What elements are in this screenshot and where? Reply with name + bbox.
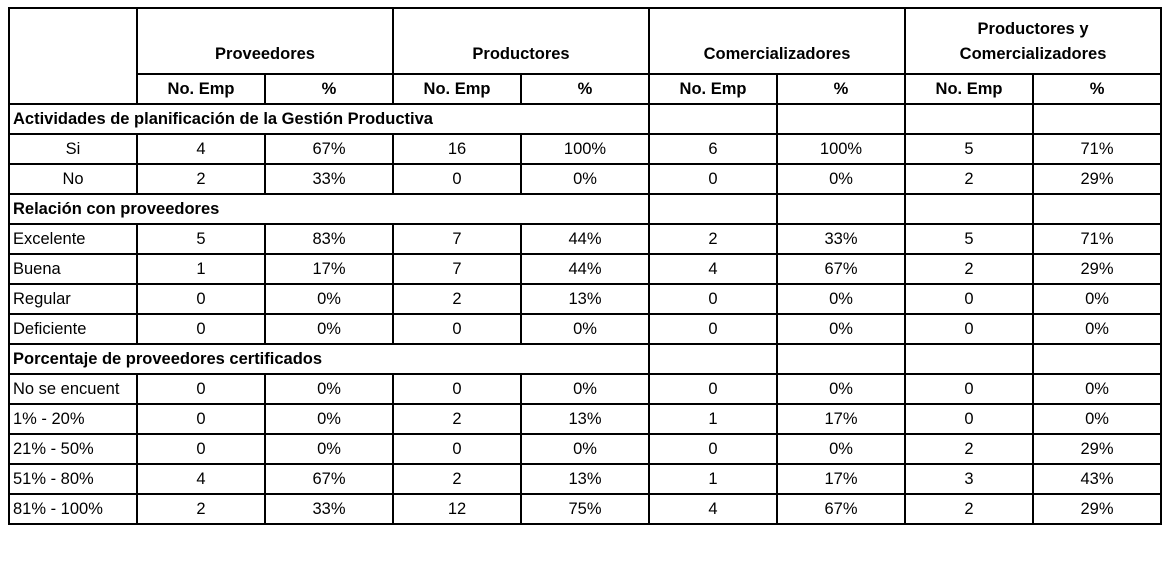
percent-cell: 0% <box>1033 404 1161 434</box>
percent-cell: 29% <box>1033 254 1161 284</box>
empty-cell <box>1033 344 1161 374</box>
sub-header-no-emp: No. Emp <box>393 74 521 104</box>
section-title: Porcentaje de proveedores certificados <box>9 344 521 374</box>
no-emp-cell: 0 <box>905 404 1033 434</box>
percent-cell: 0% <box>265 434 393 464</box>
sub-header-row <box>9 74 1161 104</box>
no-emp-cell: 2 <box>905 254 1033 284</box>
no-emp-cell: 4 <box>649 494 777 524</box>
row-label: Excelente <box>9 224 137 254</box>
no-emp-cell: 4 <box>137 464 265 494</box>
no-emp-cell: 2 <box>905 494 1033 524</box>
section-header-row <box>9 104 1161 134</box>
no-emp-cell: 4 <box>649 254 777 284</box>
sub-header-no-emp: No. Emp <box>137 74 265 104</box>
empty-cell <box>905 194 1033 224</box>
table-row <box>9 464 1161 494</box>
percent-cell: 67% <box>265 134 393 164</box>
row-label: No se encuent <box>9 374 137 404</box>
group-header-productores: Productores <box>393 8 649 74</box>
no-emp-cell: 5 <box>905 224 1033 254</box>
percent-cell: 0% <box>777 314 905 344</box>
no-emp-cell: 0 <box>649 434 777 464</box>
percent-cell: 13% <box>521 404 649 434</box>
percent-cell: 67% <box>265 464 393 494</box>
table-row <box>9 314 1161 344</box>
percent-cell: 75% <box>521 494 649 524</box>
row-label: 51% - 80% <box>9 464 137 494</box>
percent-cell: 43% <box>1033 464 1161 494</box>
percent-cell: 0% <box>1033 374 1161 404</box>
row-label: Buena <box>9 254 137 284</box>
no-emp-cell: 0 <box>137 404 265 434</box>
percent-cell: 0% <box>265 374 393 404</box>
empty-cell <box>1033 194 1161 224</box>
no-emp-cell: 0 <box>649 164 777 194</box>
no-emp-cell: 3 <box>905 464 1033 494</box>
empty-cell <box>905 104 1033 134</box>
no-emp-cell: 0 <box>905 374 1033 404</box>
no-emp-cell: 0 <box>393 314 521 344</box>
row-label: 1% - 20% <box>9 404 137 434</box>
percent-cell: 71% <box>1033 134 1161 164</box>
percent-cell: 29% <box>1033 434 1161 464</box>
percent-cell: 0% <box>777 164 905 194</box>
no-emp-cell: 0 <box>905 314 1033 344</box>
no-emp-cell: 0 <box>905 284 1033 314</box>
no-emp-cell: 0 <box>137 314 265 344</box>
sub-header-no-emp: No. Emp <box>905 74 1033 104</box>
empty-cell <box>521 194 649 224</box>
no-emp-cell: 4 <box>137 134 265 164</box>
table-row <box>9 134 1161 164</box>
no-emp-cell: 2 <box>905 164 1033 194</box>
table-row <box>9 404 1161 434</box>
percent-cell: 83% <box>265 224 393 254</box>
sub-header-percent: % <box>777 74 905 104</box>
empty-cell <box>777 344 905 374</box>
no-emp-cell: 2 <box>137 494 265 524</box>
percent-cell: 0% <box>265 284 393 314</box>
no-emp-cell: 2 <box>393 284 521 314</box>
percent-cell: 33% <box>777 224 905 254</box>
no-emp-cell: 12 <box>393 494 521 524</box>
table-row <box>9 254 1161 284</box>
empty-cell <box>521 104 649 134</box>
row-label: 21% - 50% <box>9 434 137 464</box>
percent-cell: 0% <box>777 284 905 314</box>
no-emp-cell: 0 <box>137 284 265 314</box>
percent-cell: 17% <box>777 404 905 434</box>
percent-cell: 13% <box>521 464 649 494</box>
percent-cell: 0% <box>265 404 393 434</box>
group-header-productores-y-comercializadores: Productores y Comercializadores <box>905 8 1161 74</box>
row-label: Si <box>9 134 137 164</box>
section-title: Relación con proveedores <box>9 194 521 224</box>
no-emp-cell: 5 <box>905 134 1033 164</box>
empty-cell <box>649 104 777 134</box>
percent-cell: 0% <box>521 314 649 344</box>
section-header-row <box>9 194 1161 224</box>
no-emp-cell: 1 <box>649 464 777 494</box>
no-emp-cell: 2 <box>905 434 1033 464</box>
sub-header-percent: % <box>1033 74 1161 104</box>
percent-cell: 67% <box>777 254 905 284</box>
no-emp-cell: 7 <box>393 254 521 284</box>
no-emp-cell: 7 <box>393 224 521 254</box>
row-label: Deficiente <box>9 314 137 344</box>
percent-cell: 33% <box>265 494 393 524</box>
percent-cell: 17% <box>777 464 905 494</box>
row-label: No <box>9 164 137 194</box>
empty-cell <box>649 344 777 374</box>
percent-cell: 44% <box>521 224 649 254</box>
no-emp-cell: 0 <box>137 374 265 404</box>
no-emp-cell: 0 <box>393 374 521 404</box>
no-emp-cell: 2 <box>393 404 521 434</box>
no-emp-cell: 0 <box>649 374 777 404</box>
table-row <box>9 494 1161 524</box>
sub-header-no-emp: No. Emp <box>649 74 777 104</box>
table-row <box>9 164 1161 194</box>
percent-cell: 0% <box>1033 284 1161 314</box>
percent-cell: 0% <box>521 164 649 194</box>
no-emp-cell: 0 <box>137 434 265 464</box>
no-emp-cell: 2 <box>393 464 521 494</box>
section-title: Actividades de planificación de la Gestión Productiva <box>9 104 521 134</box>
no-emp-cell: 0 <box>393 164 521 194</box>
empty-cell <box>777 194 905 224</box>
percent-cell: 0% <box>521 374 649 404</box>
percent-cell: 71% <box>1033 224 1161 254</box>
table-row <box>9 224 1161 254</box>
table-row <box>9 284 1161 314</box>
no-emp-cell: 0 <box>649 284 777 314</box>
no-emp-cell: 2 <box>137 164 265 194</box>
percent-cell: 17% <box>265 254 393 284</box>
table-row <box>9 374 1161 404</box>
no-emp-cell: 2 <box>649 224 777 254</box>
percent-cell: 0% <box>777 434 905 464</box>
section-header-row <box>9 344 1161 374</box>
no-emp-cell: 0 <box>393 434 521 464</box>
percent-cell: 13% <box>521 284 649 314</box>
sub-header-percent: % <box>265 74 393 104</box>
percent-cell: 0% <box>265 314 393 344</box>
row-label: 81% - 100% <box>9 494 137 524</box>
group-header-proveedores: Proveedores <box>137 8 393 74</box>
table-row <box>9 434 1161 464</box>
corner-cell <box>9 8 137 104</box>
empty-cell <box>777 104 905 134</box>
group-header-comercializadores: Comercializadores <box>649 8 905 74</box>
percent-cell: 0% <box>1033 314 1161 344</box>
sub-header-percent: % <box>521 74 649 104</box>
no-emp-cell: 16 <box>393 134 521 164</box>
percent-cell: 100% <box>777 134 905 164</box>
empty-cell <box>649 194 777 224</box>
percent-cell: 67% <box>777 494 905 524</box>
percent-cell: 100% <box>521 134 649 164</box>
no-emp-cell: 5 <box>137 224 265 254</box>
no-emp-cell: 1 <box>649 404 777 434</box>
no-emp-cell: 0 <box>649 314 777 344</box>
percent-cell: 0% <box>777 374 905 404</box>
empty-cell <box>521 344 649 374</box>
data-table <box>8 7 1162 525</box>
no-emp-cell: 6 <box>649 134 777 164</box>
percent-cell: 29% <box>1033 164 1161 194</box>
no-emp-cell: 1 <box>137 254 265 284</box>
empty-cell <box>1033 104 1161 134</box>
percent-cell: 29% <box>1033 494 1161 524</box>
percent-cell: 33% <box>265 164 393 194</box>
empty-cell <box>905 344 1033 374</box>
percent-cell: 0% <box>521 434 649 464</box>
group-header-row <box>9 8 1161 74</box>
percent-cell: 44% <box>521 254 649 284</box>
row-label: Regular <box>9 284 137 314</box>
